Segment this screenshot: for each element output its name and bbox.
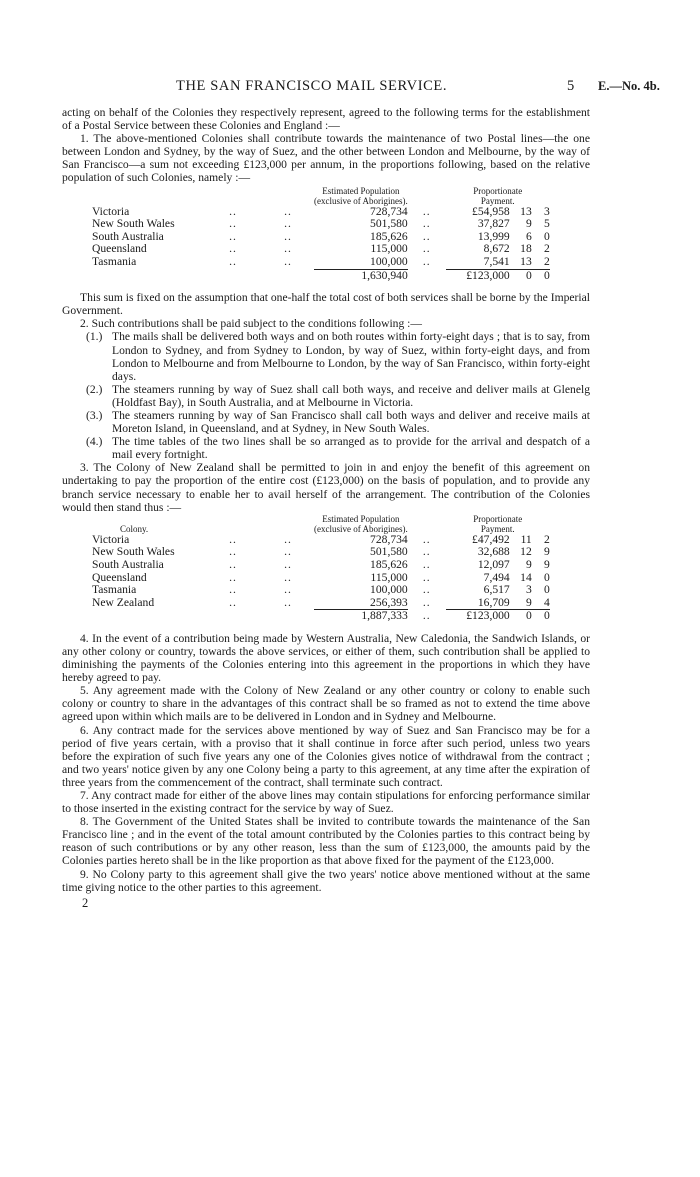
population-value: 728,734 bbox=[370, 204, 408, 218]
payment-shillings: 6 bbox=[525, 229, 532, 243]
leader-dots: .. bbox=[422, 545, 431, 559]
leader-dots: .. bbox=[422, 532, 431, 546]
total-pence-2: 0 bbox=[543, 609, 550, 623]
table-row bbox=[92, 572, 550, 585]
clause-9: 9. No Colony party to this agreement shall give the two years' notice above mentioned without at the same time giving notice to the other parties to this agreement. bbox=[62, 867, 590, 894]
table-row bbox=[92, 218, 550, 231]
colony-name: Queensland bbox=[92, 570, 147, 584]
population-value: 115,000 bbox=[370, 242, 408, 256]
payment-header-line1: Proportionate bbox=[473, 185, 523, 196]
population-header-2-line1: Estimated Population bbox=[322, 513, 400, 524]
table-1-header bbox=[92, 186, 550, 206]
condition-number: (4.) bbox=[86, 435, 103, 449]
leader-dots: .. bbox=[229, 595, 237, 609]
population-value: 115,000 bbox=[370, 570, 408, 584]
payment-shillings: 14 bbox=[520, 570, 532, 584]
table-row bbox=[92, 243, 550, 256]
payment-pounds: 6,517 bbox=[483, 583, 510, 597]
intro-paragraph: acting on behalf of the Colonies they respectively represent, agreed to the following terms for the establishment of a Postal Service between these Colonies and England :— bbox=[62, 106, 590, 133]
page-header bbox=[0, 78, 700, 100]
leader-dots: .. bbox=[422, 595, 431, 609]
leader-dots: .. bbox=[422, 557, 431, 571]
payment-pence: 4 bbox=[543, 595, 550, 609]
leader-dots: .. bbox=[229, 583, 237, 597]
contribution-table-1 bbox=[92, 186, 550, 283]
page-number: 5 bbox=[567, 78, 575, 94]
payment-shillings: 13 bbox=[520, 204, 532, 218]
population-value: 501,580 bbox=[370, 217, 408, 231]
payment-shillings: 9 bbox=[525, 217, 532, 231]
leader-dots: .. bbox=[284, 204, 292, 218]
clause-5: 5. Any agreement made with the Colony of New Zealand or any other country or colony to enable such colony or country to share in the advantages of this contract shall be so framed as not to extend the time above agreed upon within which mails are to be delivered in London and in Sydney and Melbourne. bbox=[62, 684, 590, 724]
population-header bbox=[314, 186, 408, 206]
leader-dots: .. bbox=[422, 204, 431, 218]
payment-pence: 9 bbox=[543, 545, 550, 559]
table-row bbox=[92, 559, 550, 572]
condition-text: The mails shall be delivered both ways and on both routes within forty-eight days ; that is to say, from London to Sydney, and from Sydney to London, by way of Suez, within forty-eight days, and from London to Melbourne and from Melbourne to London, by the way of San Francisco, within forty-eight days. bbox=[112, 330, 590, 383]
signature-folio: 2 bbox=[82, 895, 89, 910]
condition-item bbox=[86, 330, 590, 382]
total-pounds: £123,000 bbox=[466, 268, 510, 282]
colony-name: New South Wales bbox=[92, 217, 175, 231]
leader-dots: .. bbox=[229, 545, 237, 559]
population-value: 100,000 bbox=[370, 583, 408, 597]
payment-pounds: £54,958 bbox=[472, 204, 510, 218]
payment-shillings: 9 bbox=[525, 557, 532, 571]
colony-name: Queensland bbox=[92, 242, 147, 256]
population-header-line2: (exclusive of Aborigines). bbox=[314, 195, 408, 206]
payment-pence: 0 bbox=[543, 229, 550, 243]
population-value: 501,580 bbox=[370, 545, 408, 559]
population-value: 728,734 bbox=[370, 532, 408, 546]
conditions-list bbox=[62, 330, 590, 461]
payment-pounds: 7,494 bbox=[483, 570, 510, 584]
population-value: 185,626 bbox=[370, 229, 408, 243]
total-shillings: 0 bbox=[525, 268, 532, 282]
leader-dots: .. bbox=[422, 242, 431, 256]
colony-name: Tasmania bbox=[92, 583, 137, 597]
leader-dots: .. bbox=[284, 595, 292, 609]
population-header-2 bbox=[314, 514, 408, 534]
table-row bbox=[92, 597, 550, 610]
colony-name: New Zealand bbox=[92, 595, 155, 609]
document-reference: E.—No. 4b. bbox=[598, 79, 660, 93]
payment-pence: 9 bbox=[543, 557, 550, 571]
population-value: 256,393 bbox=[370, 595, 408, 609]
condition-item bbox=[86, 435, 590, 461]
payment-pounds: 37,827 bbox=[477, 217, 510, 231]
leader-dots: .. bbox=[229, 255, 237, 269]
clause-6: 6. Any contract made for the services above mentioned by way of Suez and San Francisco may be for a period of five years certain, with a proviso that it shall continue in force after such period, unless two years before the expiration of such five years any one of the Colonies gives notice of withdrawal from the contract ; and two years' notice given by any one Colony being a party to this agreement, at any time after the expiration of three years from the commencement of the contract, shall terminate such contract. bbox=[62, 723, 590, 789]
colony-name: Victoria bbox=[92, 204, 130, 218]
payment-header-2-line1: Proportionate bbox=[473, 513, 523, 524]
total-leader-dots: .. bbox=[422, 609, 431, 623]
table-row bbox=[92, 231, 550, 244]
leader-dots: .. bbox=[422, 583, 431, 597]
clause-8: 8. The Government of the United States shall be invited to contribute towards the maintenance of the San Francisco line ; and in the event of the total amount contributed by the Colonies parties to this contract being by reason of such contributions or by any other reason, less than the sum of £123,000, the amounts paid by the Colonies parties hereto shall be in the like proportion as that above fixed for the payment of the £123,000. bbox=[62, 815, 590, 868]
condition-item bbox=[86, 383, 590, 409]
colony-name: New South Wales bbox=[92, 545, 175, 559]
leader-dots: .. bbox=[229, 217, 237, 231]
condition-number: (2.) bbox=[86, 382, 103, 396]
leader-dots: .. bbox=[229, 557, 237, 571]
running-title: THE SAN FRANCISCO MAIL SERVICE. bbox=[176, 78, 448, 94]
population-header-line1: Estimated Population bbox=[322, 185, 400, 196]
page-body bbox=[62, 106, 590, 911]
payment-header-2-line2: Payment. bbox=[480, 523, 515, 534]
payment-header bbox=[446, 186, 550, 206]
sum-note: This sum is fixed on the assumption that one-half the total cost of both services shall be borne by the Imperial Government. bbox=[62, 291, 590, 318]
clause-1: 1. The above-mentioned Colonies shall contribute towards the maintenance of two Postal lines—the one between London and Sydney, by the way of Suez, and the other between London and Melbourne, by the way of San Francisco—a sum not exceeding £123,000 per annum, in the proportions following, based on the relative population of such Colonies, namely :— bbox=[62, 132, 590, 185]
payment-pence: 0 bbox=[543, 583, 550, 597]
colony-name: Victoria bbox=[92, 532, 130, 546]
leader-dots: .. bbox=[284, 242, 292, 256]
payment-shillings: 3 bbox=[525, 583, 532, 597]
payment-pence: 2 bbox=[543, 254, 550, 268]
leader-dots: .. bbox=[422, 255, 431, 269]
payment-pounds: 32,688 bbox=[477, 545, 510, 559]
payment-pounds: 8,672 bbox=[483, 242, 510, 256]
total-pounds-2: £123,000 bbox=[466, 609, 510, 623]
table-2-header bbox=[92, 514, 550, 534]
payment-pence: 2 bbox=[543, 532, 550, 546]
clause-7: 7. Any contract made for either of the above lines may contain stipulations for enforcing performance similar to those inserted in the existing contract for the service by way of Suez. bbox=[62, 789, 590, 816]
payment-pounds: £47,492 bbox=[472, 532, 510, 546]
table-row bbox=[92, 256, 550, 269]
payment-pence: 3 bbox=[543, 204, 550, 218]
leader-dots: .. bbox=[229, 242, 237, 256]
payment-pence: 0 bbox=[543, 570, 550, 584]
table-1-total bbox=[92, 270, 550, 283]
payment-shillings: 13 bbox=[520, 254, 532, 268]
leader-dots: .. bbox=[229, 532, 237, 546]
payment-pounds: 12,097 bbox=[477, 557, 510, 571]
leader-dots: .. bbox=[422, 217, 431, 231]
colony-name: South Australia bbox=[92, 229, 164, 243]
clause-2: 2. Such contributions shall be paid subject to the conditions following :— bbox=[80, 317, 422, 331]
leader-dots: .. bbox=[284, 229, 292, 243]
leader-dots: .. bbox=[229, 204, 237, 218]
condition-number: (1.) bbox=[86, 330, 103, 344]
table-2-total bbox=[92, 610, 550, 623]
total-population-2: 1,887,333 bbox=[361, 609, 408, 623]
leader-dots: .. bbox=[422, 229, 431, 243]
colony-header: Colony. bbox=[120, 523, 149, 534]
population-header-2-line2: (exclusive of Aborigines). bbox=[314, 523, 408, 534]
leader-dots: .. bbox=[284, 557, 292, 571]
total-pence: 0 bbox=[543, 268, 550, 282]
population-value: 185,626 bbox=[370, 557, 408, 571]
payment-header-2 bbox=[446, 514, 550, 534]
leader-dots: .. bbox=[284, 583, 292, 597]
condition-text: The steamers running by way of San Francisco shall call both ways and deliver and receive mails at Moreton Island, in Queensland, and at Sydney, in New South Wales. bbox=[112, 408, 590, 436]
condition-number: (3.) bbox=[86, 408, 103, 422]
contribution-table-2 bbox=[92, 514, 550, 623]
payment-shillings: 18 bbox=[520, 242, 532, 256]
leader-dots: .. bbox=[284, 545, 292, 559]
colony-name: Tasmania bbox=[92, 255, 137, 269]
leader-dots: .. bbox=[284, 570, 292, 584]
leader-dots: .. bbox=[284, 532, 292, 546]
total-population: 1,630,940 bbox=[361, 268, 408, 282]
colony-name: South Australia bbox=[92, 557, 164, 571]
payment-shillings: 12 bbox=[520, 545, 532, 559]
leader-dots: .. bbox=[284, 255, 292, 269]
table-row bbox=[92, 584, 550, 597]
population-value: 100,000 bbox=[370, 254, 408, 268]
condition-text: The steamers running by way of Suez shall call both ways, and receive and deliver mails at Glenelg (Holdfast Bay), in South Australia, and at Melbourne in Victoria. bbox=[112, 382, 590, 409]
payment-header-line2: Payment. bbox=[480, 195, 515, 206]
clause-4: 4. In the event of a contribution being made by Western Australia, New Caledonia, the Sandwich Islands, or any other colony or country, towards the above services, or either of them, such contribution shall be applied to diminishing the payments of the Colonies entering into this agreement in the proportions in which they have hereby agreed to pay. bbox=[62, 631, 590, 685]
total-shillings-2: 0 bbox=[525, 609, 532, 623]
payment-pence: 5 bbox=[543, 217, 550, 231]
clause-3: 3. The Colony of New Zealand shall be permitted to join in and enjoy the benefit of this agreement on undertaking to pay the proportion of the entire cost (£123,000) on the basis of population, and to provide any branch service necessary to enable her to avail herself of the arrangement. The contribution of the Colonies would then stand thus :— bbox=[62, 461, 590, 514]
payment-pounds: 7,541 bbox=[483, 254, 510, 268]
payment-shillings: 11 bbox=[520, 532, 532, 546]
payment-pounds: 16,709 bbox=[477, 595, 510, 609]
payment-pence: 2 bbox=[543, 242, 550, 256]
leader-dots: .. bbox=[422, 570, 431, 584]
leader-dots: .. bbox=[229, 570, 237, 584]
leader-dots: .. bbox=[284, 217, 292, 231]
leader-dots: .. bbox=[229, 229, 237, 243]
condition-text: The time tables of the two lines shall be so arranged as to provide for the arrival and despatch of a mail every fortnight. bbox=[112, 435, 590, 462]
condition-item bbox=[86, 409, 590, 435]
payment-pounds: 13,999 bbox=[477, 229, 510, 243]
payment-shillings: 9 bbox=[525, 595, 532, 609]
